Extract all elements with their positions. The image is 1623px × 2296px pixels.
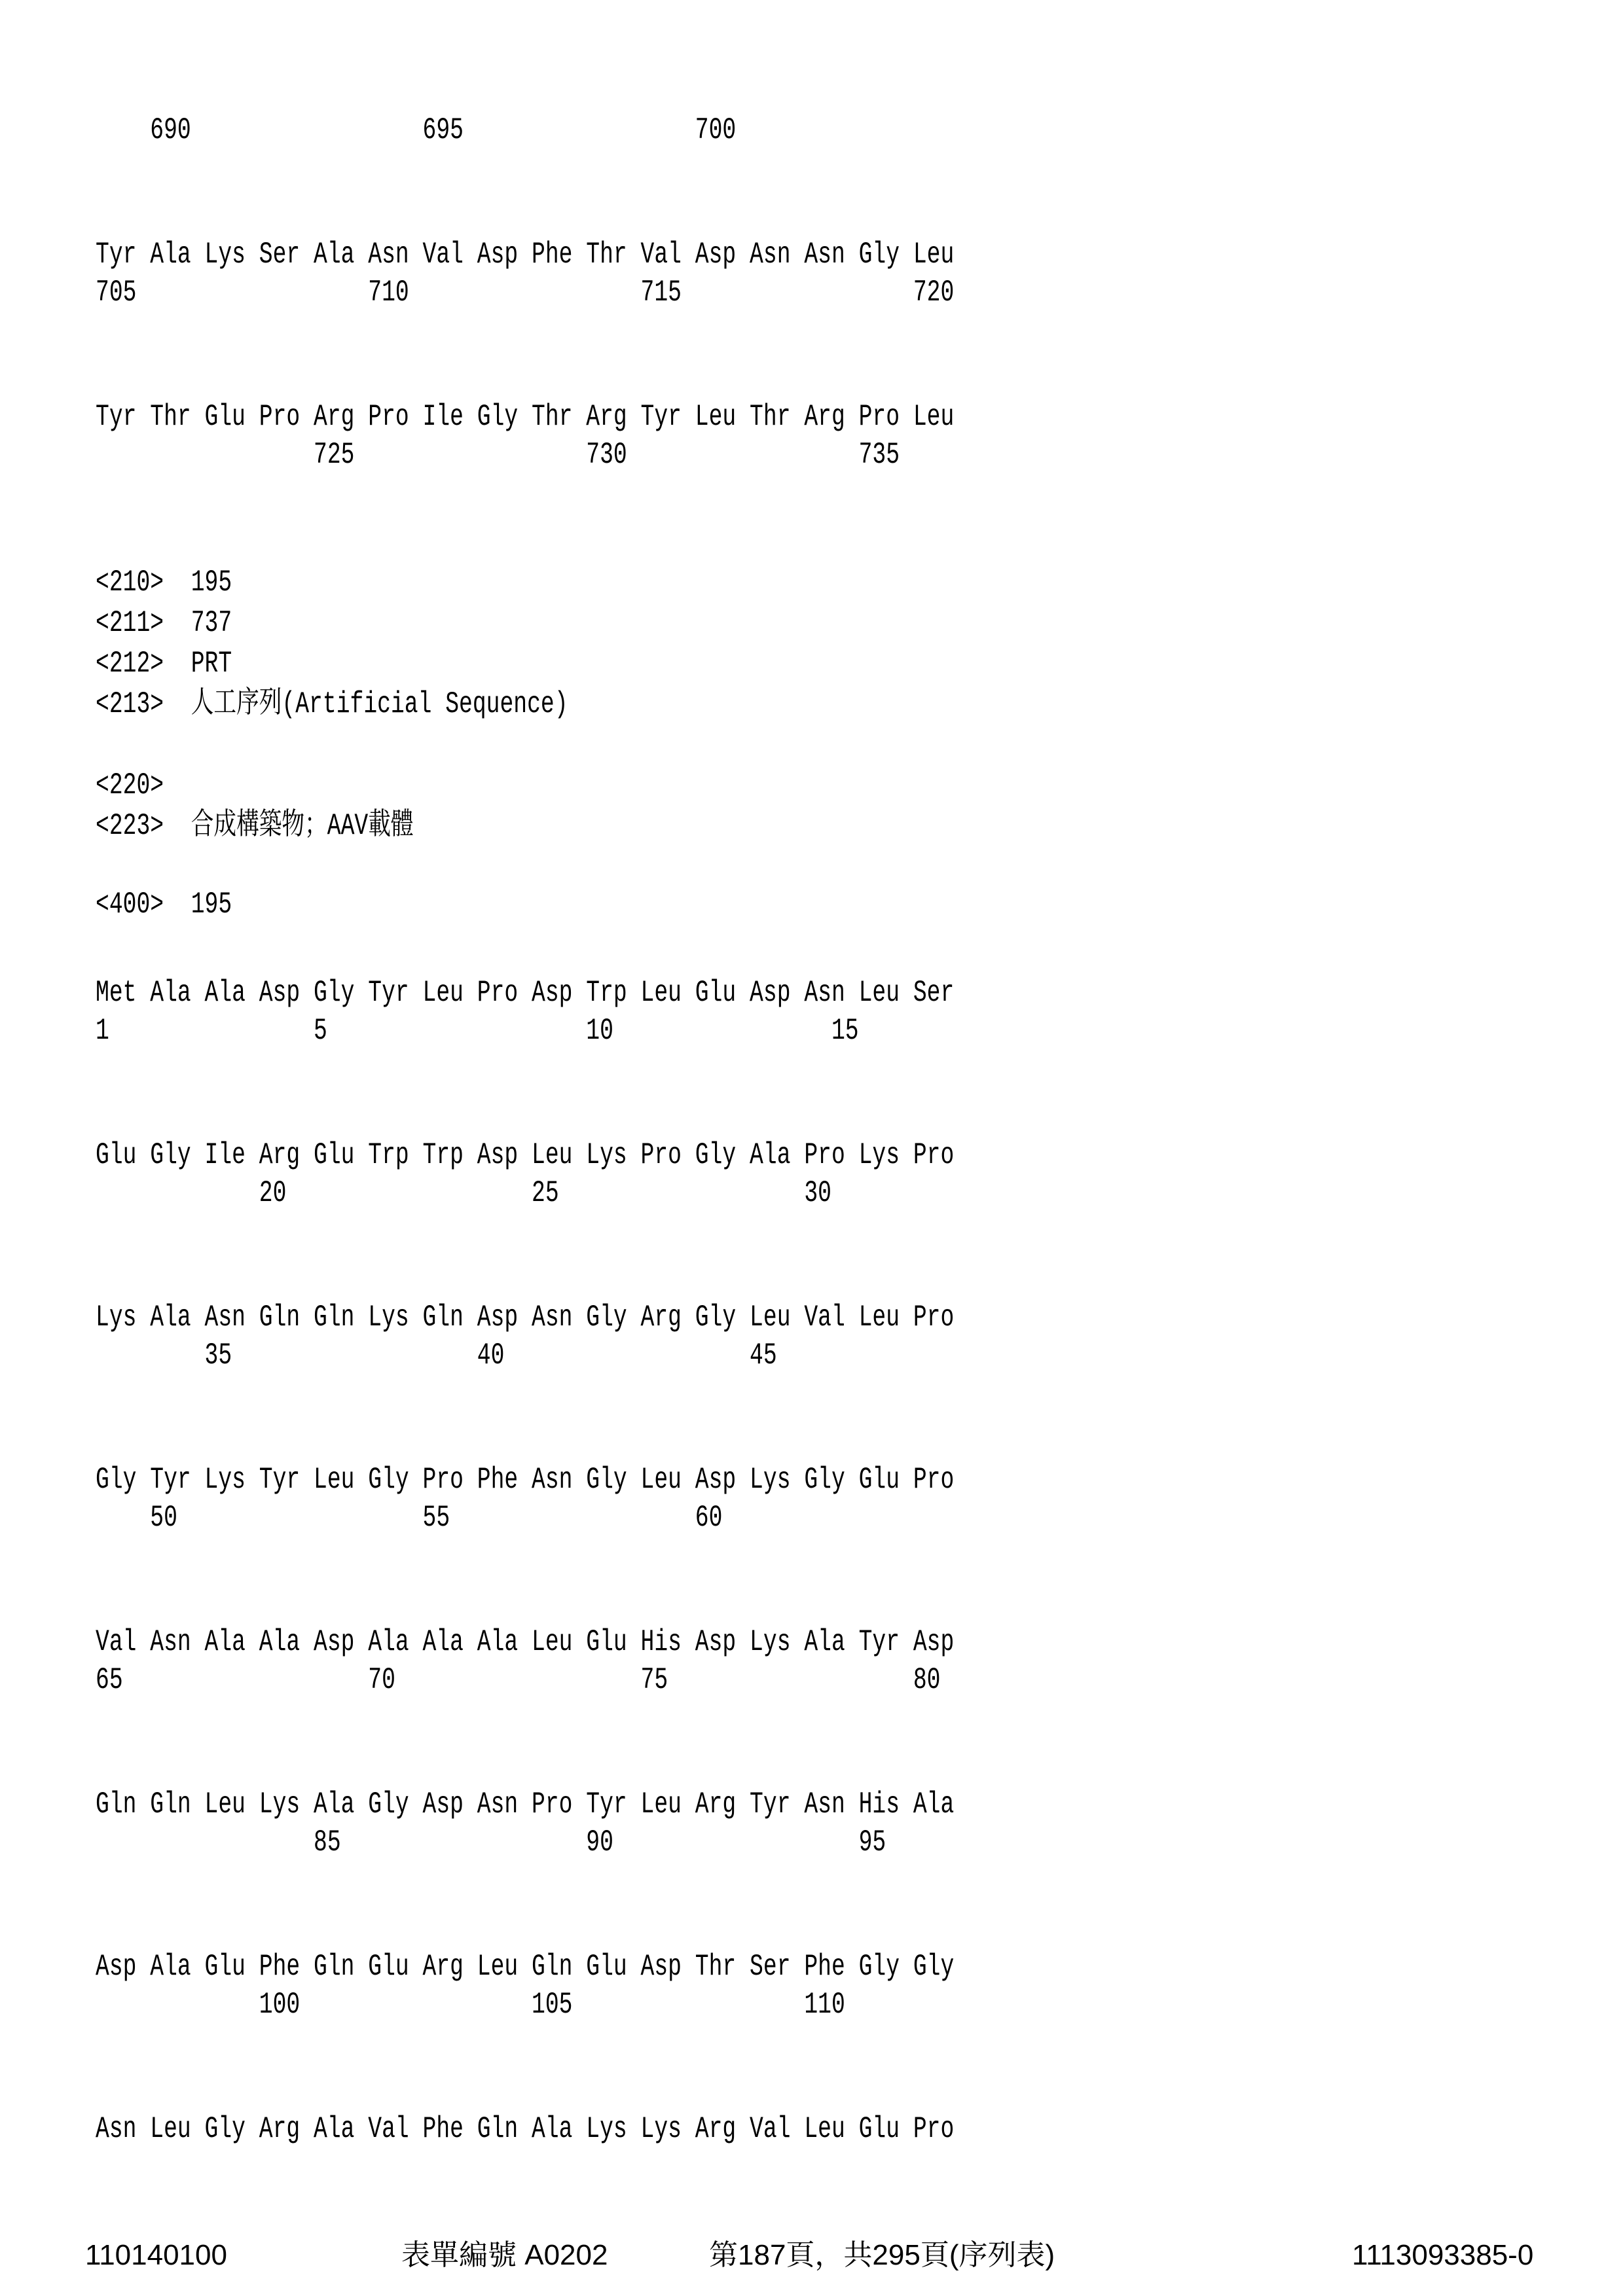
sequence-numbers-row: 85 90 95	[96, 1825, 886, 1859]
meta-line-213-organism: <213> 人工序列(Artificial Sequence)	[96, 687, 568, 721]
sequence-row: Tyr Ala Lys Ser Ala Asn Val Asp Phe Thr Val Asp Asn Asn Gly Leu	[96, 238, 955, 272]
meta-line-211-length: <211> 737	[96, 606, 232, 640]
sequence-numbers-row: 100 105 110	[96, 1988, 845, 2022]
sequence-numbers-row: 20 25 30	[96, 1176, 831, 1210]
footer-page-indicator: 第187頁，共295頁(序列表)	[709, 2239, 1055, 2271]
sequence-row: Met Ala Ala Asp Gly Tyr Leu Pro Asp Trp Leu Glu Asp Asn Leu Ser	[96, 976, 955, 1010]
footer-form-number: 表單編號 A0202	[401, 2239, 608, 2271]
sequence-row: Lys Ala Asn Gln Gln Lys Gln Asp Asn Gly Arg Gly Leu Val Leu Pro	[96, 1300, 955, 1335]
sequence-numbers-row: 1 5 10 15	[96, 1014, 859, 1048]
sequence-numbers-row: 35 40 45	[96, 1338, 777, 1372]
meta-line-210-seq-id: <210> 195	[96, 565, 232, 600]
sequence-row: Gln Gln Leu Lys Ala Gly Asp Asn Pro Tyr Leu Arg Tyr Asn His Ala	[96, 1787, 955, 1821]
sequence-numbers-row: 705 710 715 720	[96, 276, 955, 310]
sequence-numbers-row: 725 730 735	[96, 438, 900, 472]
sequence-numbers-row: 50 55 60	[96, 1501, 723, 1535]
meta-line-223-description: <223> 合成構築物；AAV載體	[96, 809, 414, 843]
sequence-numbers-row-prev-page: 690 695 700	[96, 113, 737, 147]
meta-line-220-feature: <220>	[96, 768, 164, 802]
sequence-row: Val Asn Ala Ala Asp Ala Ala Ala Leu Glu His Asp Lys Ala Tyr Asp	[96, 1625, 955, 1659]
meta-line-212-type: <212> PRT	[96, 647, 232, 681]
meta-line-400-sequence-start: <400> 195	[96, 888, 232, 922]
sequence-row: Gly Tyr Lys Tyr Leu Gly Pro Phe Asn Gly Leu Asp Lys Gly Glu Pro	[96, 1463, 955, 1497]
sequence-numbers-row: 65 70 75 80	[96, 1663, 941, 1697]
sequence-row: Asp Ala Glu Phe Gln Glu Arg Leu Gln Glu Asp Thr Ser Phe Gly Gly	[96, 1950, 955, 1984]
sequence-row: Asn Leu Gly Arg Ala Val Phe Gln Ala Lys Lys Arg Val Leu Glu Pro	[96, 2112, 955, 2146]
footer-application-number: 110140100	[85, 2239, 227, 2271]
sequence-row: Tyr Thr Glu Pro Arg Pro Ile Gly Thr Arg Tyr Leu Thr Arg Pro Leu	[96, 400, 955, 434]
sequence-row: Glu Gly Ile Arg Glu Trp Trp Asp Leu Lys Pro Gly Ala Pro Lys Pro	[96, 1138, 955, 1172]
footer-document-number: 1113093385-0	[1352, 2239, 1534, 2271]
